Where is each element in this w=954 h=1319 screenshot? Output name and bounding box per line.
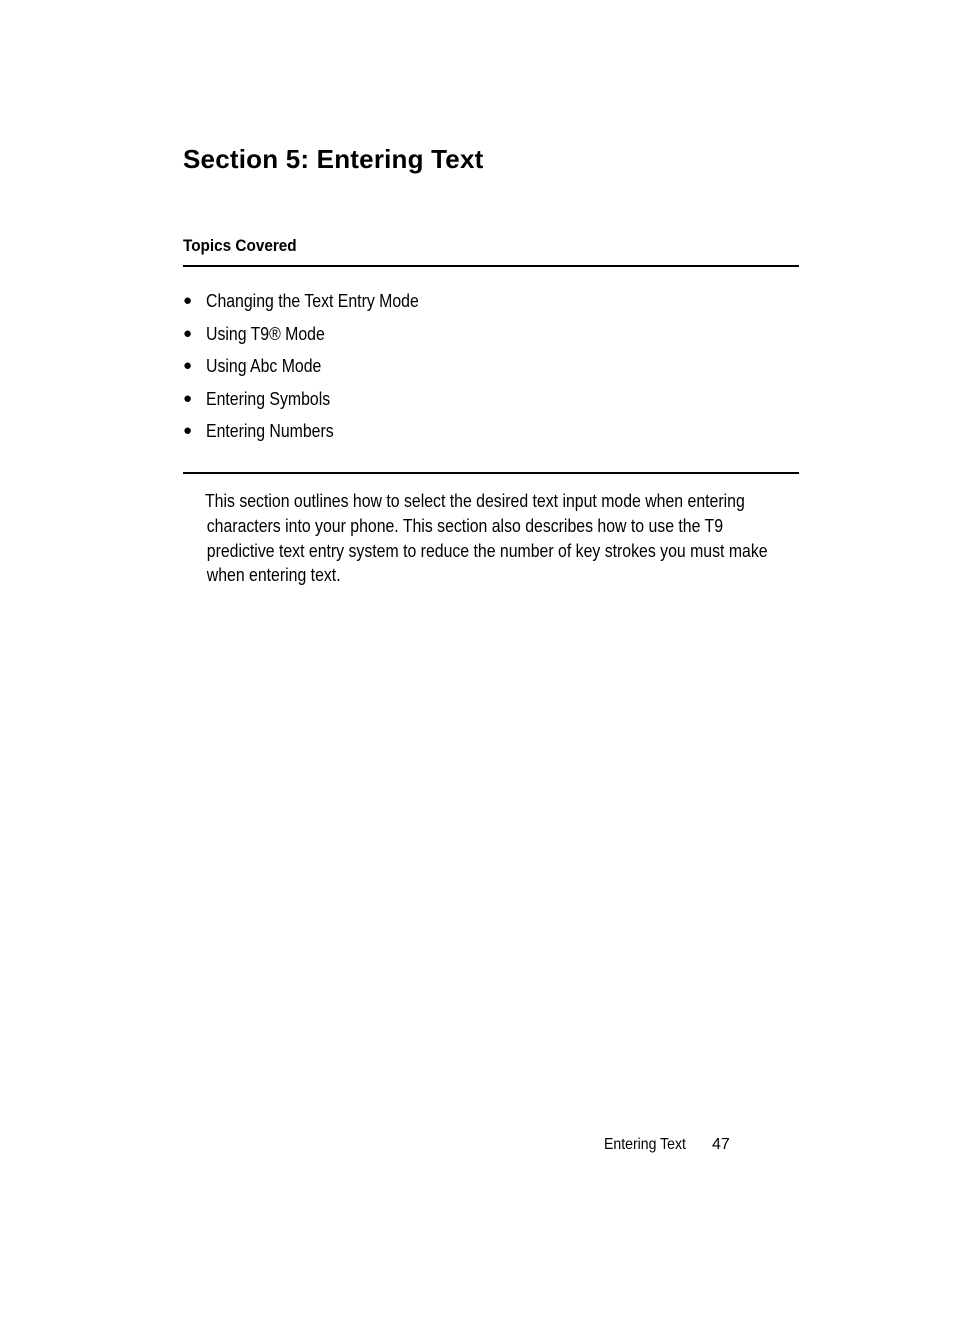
intro-line: characters into your phone. This section also describes how to use the T9 [206,515,724,536]
bullet-icon: ● [183,422,193,439]
intro-line: This section outlines how to select the desired text input mode when entering [205,491,745,511]
bullet-icon: ● [183,292,193,309]
bullet-icon: ● [183,324,193,342]
topic-label: Changing the Text Entry Mode [206,291,419,311]
topic-label: Entering Symbols [206,388,331,409]
bullet-icon: ● [183,389,193,407]
top-divider [183,265,799,267]
intro-paragraph [205,489,786,588]
topic-label: Entering Numbers [206,421,334,441]
topic-label: Using Abc Mode [206,356,322,376]
page-number: 47 [712,1136,730,1153]
bottom-divider [183,472,799,474]
intro-line: when entering text. [206,565,341,586]
bullet-icon: ● [183,357,193,374]
topic-label: Using T9® Mode [206,323,325,344]
intro-line: predictive text entry system to reduce the number of key strokes you must make [206,540,768,561]
topics-heading: Topics Covered [183,236,297,255]
page-title: Section 5: Entering Text [183,144,484,174]
page-footer [604,1136,730,1154]
footer-section-label: Entering Text [604,1136,686,1153]
